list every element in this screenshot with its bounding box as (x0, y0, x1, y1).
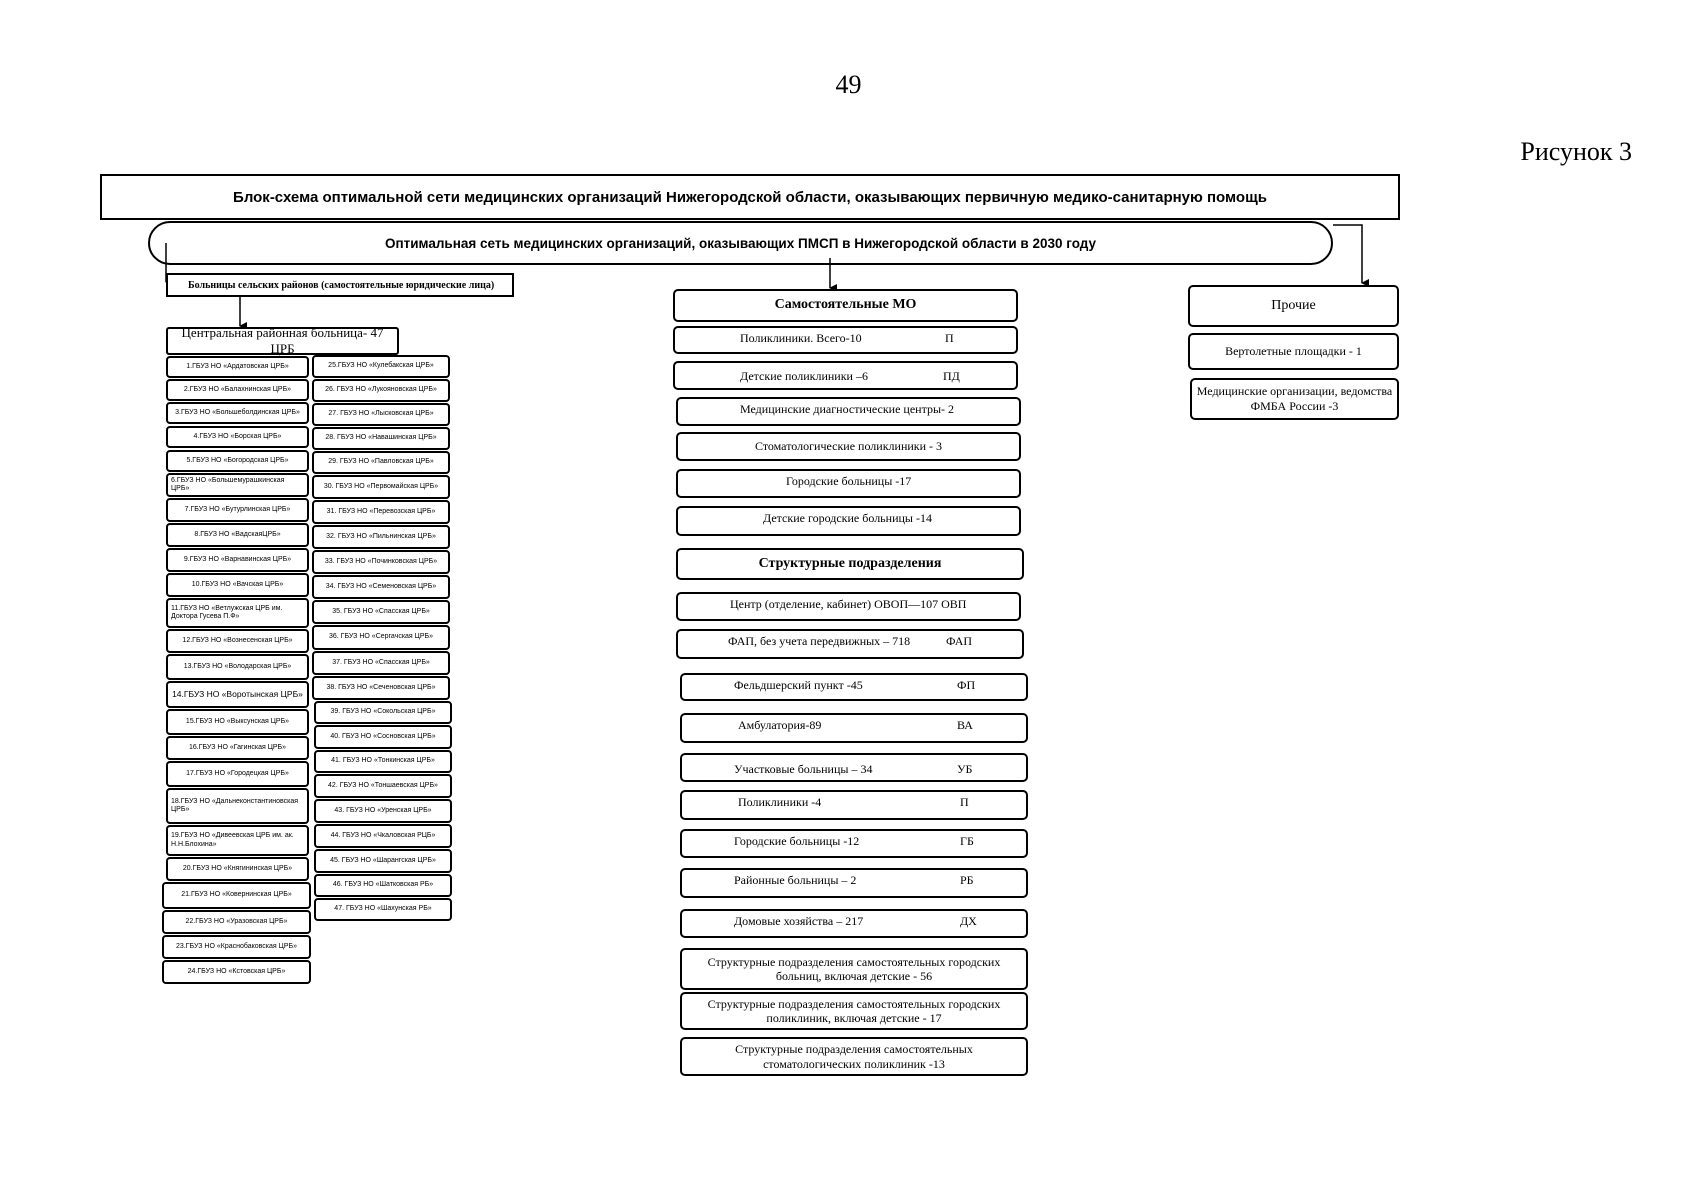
other-item: Медицинские организации, ведомства ФМБА России -3 (1190, 378, 1399, 420)
crb-item: 34. ГБУЗ НО «Семеновская ЦРБ» (312, 575, 450, 599)
crb-item: 8.ГБУЗ НО «ВадскаяЦРБ» (166, 523, 309, 547)
crb-item: 22.ГБУЗ НО «Уразовская ЦРБ» (162, 910, 311, 934)
crb-item: 23.ГБУЗ НО «Краснобаковская ЦРБ» (162, 935, 311, 959)
structural-item: Поликлиники -4 П (680, 790, 1028, 820)
crb-item: 28. ГБУЗ НО «Навашинская ЦРБ» (312, 427, 450, 450)
structural-item: Городские больницы -12 ГБ (680, 829, 1028, 858)
crb-item: 46. ГБУЗ НО «Шатковская РБ» (314, 874, 452, 897)
structural-item: Районные больницы – 2 РБ (680, 868, 1028, 898)
figure-label: Рисунок 3 (1520, 137, 1632, 166)
crb-item: 3.ГБУЗ НО «Большеболдинская ЦРБ» (166, 402, 309, 424)
structural-multiline-item: Структурные подразделения самостоятельных городских поликлиник, включая детские - 17 (680, 992, 1028, 1030)
crb-item: 47. ГБУЗ НО «Шахунская РБ» (314, 898, 452, 921)
crb-item: 31. ГБУЗ НО «Перевозская ЦРБ» (312, 500, 450, 524)
crb-item: 33. ГБУЗ НО «Починковская ЦРБ» (312, 550, 450, 574)
crb-item: 42. ГБУЗ НО «Тоншаевская ЦРБ» (314, 774, 452, 798)
diagram-title: Блок-схема оптимальной сети медицинских организаций Нижегородской области, оказывающих первичную медико-санитарную помощь (100, 174, 1400, 220)
crb-item: 26. ГБУЗ НО «Лукояновская ЦРБ» (312, 379, 450, 402)
crb-item: 14.ГБУЗ НО «Воротынская ЦРБ» (166, 681, 309, 708)
crb-item: 43. ГБУЗ НО «Уренская ЦРБ» (314, 799, 452, 823)
crb-item: 45. ГБУЗ НО «Шарангская ЦРБ» (314, 849, 452, 873)
crb-item: 32. ГБУЗ НО «Пильнинская ЦРБ» (312, 525, 450, 549)
crb-item: 20.ГБУЗ НО «Княгининская ЦРБ» (166, 857, 309, 881)
crb-item: 13.ГБУЗ НО «Володарская ЦРБ» (166, 654, 309, 680)
crb-item: 25.ГБУЗ НО «Кулебакская ЦРБ» (312, 355, 450, 378)
mo-item: Стоматологические поликлиники - 3 (676, 432, 1021, 461)
mo-item: Детские городские больницы -14 (676, 506, 1021, 536)
crb-item: 29. ГБУЗ НО «Павловская ЦРБ» (312, 451, 450, 474)
crb-item: 44. ГБУЗ НО «Чкаловская РЦБ» (314, 824, 452, 848)
crb-item: 6.ГБУЗ НО «Большемурашкинская ЦРБ» (166, 473, 309, 497)
crb-item: 7.ГБУЗ НО «Бутурлинская ЦРБ» (166, 498, 309, 522)
structural-item: Домовые хозяйства – 217 ДХ (680, 909, 1028, 938)
crb-item: 16.ГБУЗ НО «Гагинская ЦРБ» (166, 736, 309, 760)
crb-item: 35. ГБУЗ НО «Спасская ЦРБ» (312, 600, 450, 624)
crb-item: 27. ГБУЗ НО «Лысковская ЦРБ» (312, 403, 450, 426)
crb-item: 11.ГБУЗ НО «Ветлужская ЦРБ им. Доктора Гусева П.Ф» (166, 598, 309, 628)
crb-item: 19.ГБУЗ НО «Дивеевская ЦРБ им. ак. Н.Н.Блохина» (166, 825, 309, 856)
rural-hospitals-box: Больницы сельских районов (самостоятельные юридические лица) (166, 273, 514, 297)
structural-item: Амбулатория-89 ВА (680, 713, 1028, 743)
mo-item: Городские больницы -17 (676, 469, 1021, 498)
crb-item: 1.ГБУЗ НО «Ардатовская ЦРБ» (166, 356, 309, 378)
page-number: 49 (835, 70, 862, 99)
crb-item: 17.ГБУЗ НО «Городецкая ЦРБ» (166, 761, 309, 787)
crb-item: 4.ГБУЗ НО «Борская ЦРБ» (166, 426, 309, 448)
crb-item: 38. ГБУЗ НО «Сеченовская ЦРБ» (312, 676, 450, 700)
crb-item: 12.ГБУЗ НО «Вознесенская ЦРБ» (166, 629, 309, 653)
other-header: Прочие (1188, 285, 1399, 327)
main-network-pill: Оптимальная сеть медицинских организаций, оказывающих ПМСП в Нижегородской области в 2030 году (148, 221, 1333, 265)
structural-units-header: Структурные подразделения (676, 548, 1024, 580)
structural-item: Центр (отделение, кабинет) ОВОП—107 ОВП (676, 592, 1021, 621)
structural-item: Участковые больницы – 34 УБ (680, 753, 1028, 782)
crb-header-box: Центральная районная больница- 47 ЦРБ (166, 327, 399, 355)
structural-multiline-item: Структурные подразделения самостоятельных городских больниц, включая детские - 56 (680, 948, 1028, 990)
crb-item: 2.ГБУЗ НО «Балахнинская ЦРБ» (166, 379, 309, 401)
crb-item: 37. ГБУЗ НО «Спасская ЦРБ» (312, 651, 450, 675)
mo-item: Детские поликлиники –6 ПД (673, 361, 1018, 390)
structural-item: ФАП, без учета передвижных – 718 ФАП (676, 629, 1024, 659)
crb-item: 36. ГБУЗ НО «Сергачская ЦРБ» (312, 625, 450, 650)
crb-item: 40. ГБУЗ НО «Сосновская ЦРБ» (314, 725, 452, 749)
crb-item: 18.ГБУЗ НО «Дальнеконстантиновская ЦРБ» (166, 788, 309, 824)
crb-item: 30. ГБУЗ НО «Первомайская ЦРБ» (312, 475, 450, 499)
crb-item: 39. ГБУЗ НО «Сокольская ЦРБ» (314, 701, 452, 724)
mo-item: Медицинские диагностические центры- 2 (676, 397, 1021, 426)
structural-multiline-item: Структурные подразделения самостоятельных стоматологических поликлиник -13 (680, 1037, 1028, 1076)
independent-mo-header: Самостоятельные МО (673, 289, 1018, 322)
crb-item: 21.ГБУЗ НО «Ковернинская ЦРБ» (162, 882, 311, 909)
structural-item: Фельдшерский пункт -45 ФП (680, 673, 1028, 701)
crb-item: 41. ГБУЗ НО «Тонкинская ЦРБ» (314, 750, 452, 773)
crb-item: 9.ГБУЗ НО «Варнавинская ЦРБ» (166, 548, 309, 572)
crb-item: 24.ГБУЗ НО «Кстовская ЦРБ» (162, 960, 311, 984)
other-item: Вертолетные площадки - 1 (1188, 333, 1399, 370)
arrow-to-other (1333, 225, 1362, 283)
crb-item: 15.ГБУЗ НО «Выксунская ЦРБ» (166, 709, 309, 735)
mo-item: Поликлиники. Всего-10 П (673, 326, 1018, 354)
crb-item: 10.ГБУЗ НО «Вачская ЦРБ» (166, 573, 309, 597)
crb-item: 5.ГБУЗ НО «Богородская ЦРБ» (166, 450, 309, 472)
